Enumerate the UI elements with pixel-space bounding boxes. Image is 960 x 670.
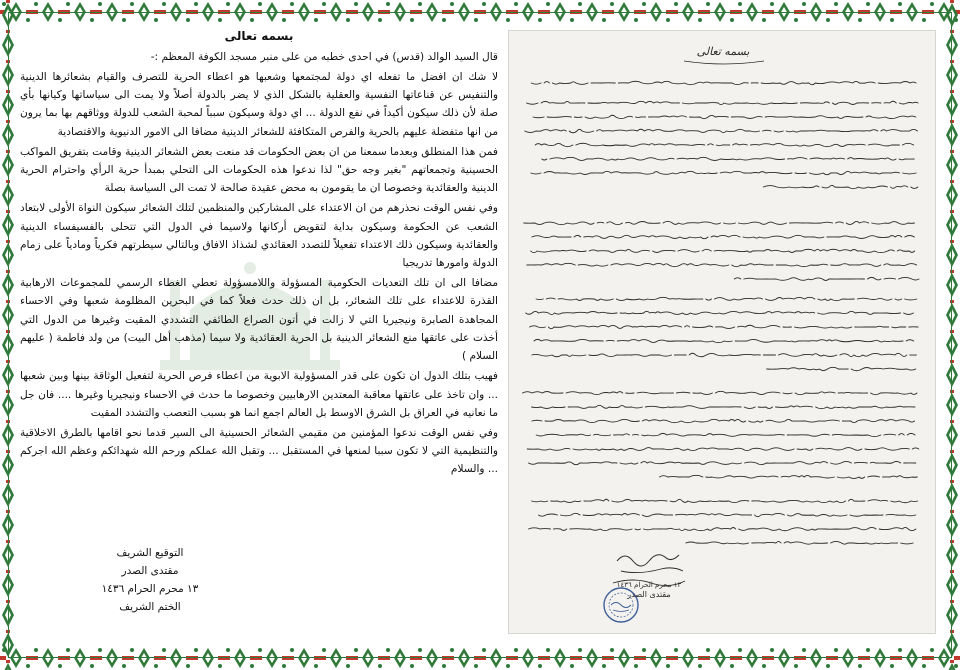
handwritten-line — [529, 419, 915, 422]
paragraph-2: فمن هذا المنطلق وبعدما سمعنا من ان بعض الحكومات قد منعت بعض الشعائر الدينية وقامت بتفريق المواكب الحسينية وتجمعاتهم "بغير وجه حق" لذا ندعوا هذه الحكومات الى التحلي بمبدأ حرية الرأي واحترام الحرية الدينية والعقائدية وخصوصا ان ما يقومون به محض عقيدة صالحة لا تمت الى السياسة بصلة — [20, 145, 498, 195]
handwritten-line — [525, 129, 918, 133]
handwritten-line — [539, 157, 914, 160]
paragraph-1: لا شك ان افضل ما تفعله اي دولة لمجتمعها وشعبها هو اعطاء الحرية للتصرف والقيام بشعائرها الدينية والتنفيس عن قناعاتها النفسية والعقلية بالشكل الذي لا يضر بالدولة أصلاً ولا يمت الى سياساتها وكيانها بأي صلة لأن ذلك سيكون أكيداً في نفع الدولة ... اي دولة وسيكون سبباً لمحبة الشعب للدولة ووثاقهم بها بما يرون من انها متفضلة عليهم بالحرية والفرص المتكافئة للشعائر الدينية مضافا الى الامور الدنيوية والاقتصادية — [20, 70, 498, 138]
handwritten-line — [767, 367, 916, 370]
handwritten-line — [532, 499, 918, 503]
decorative-border-left — [0, 0, 16, 670]
scanned-handwritten-letter — [508, 30, 936, 634]
border-pattern-left — [0, 0, 16, 670]
decorative-border-right — [944, 0, 960, 670]
signature-block — [80, 544, 220, 616]
handwritten-line — [532, 405, 916, 408]
decorative-border-bottom — [0, 646, 960, 670]
handwritten-line — [536, 297, 917, 300]
handwritten-line — [531, 171, 916, 174]
handwritten-line — [532, 353, 917, 357]
handwriting-scan-image — [509, 31, 937, 635]
paragraph-3: وفي نفس الوقت نحذرهم من ان الاعتداء على المشاركين والمنظمين لتلك الشعائر سيكون النواة الأولى لابتعاد الشعب عن الحكومة وسيكون بداية لتقويض أركانها ولاسيما في الدول التي تتحلى بالفسيفساء الدينية والعقائدية وسيكون ذلك الاعتداء تفعيلاً للتصدد العقائدي لشذاذ الافاق وبالتالي سيطرتهم فكرياً ومادياً على زمام الدولة وامورها تدريجيا — [20, 202, 498, 270]
seal-label: الختم الشريف — [119, 601, 181, 614]
handwritten-line — [523, 391, 917, 394]
signature-name: مقتدى الصدر — [121, 565, 179, 578]
handwritten-line — [524, 221, 915, 224]
paragraph-6: وفي نفس الوقت ندعوا المؤمنين من مقيمي الشعائر الحسينية الى السير قدما نحو اقامها بالطرق الاخلاقية والتنظيمية التي لا تكون سببا لمنعها في المستقبل ... وتقبل الله عملكم ورحم الله شهدائكم وعظم الله اجركم ... والسلام — [20, 427, 498, 476]
handwritten-line — [656, 475, 917, 478]
handwritten-line — [524, 101, 919, 104]
handwritten-line — [683, 541, 913, 544]
handwritten-line — [535, 143, 914, 146]
paragraph-5: فهيب بتلك الدول ان تكون على قدر المسؤولية الابوية من اعطاء فرص الحرية لتفعيل الوثاقة بينها وبين شعبها ... وان تاخذ على عاتقها معاقبة المعتدين الارهابيين وخصوصا ما حدث في الاحساء ونيجيريا وغيرها .... فان جل ما نعانيه في العراق بل الشرق الاوسط بل العالم اجمع انما هو بسبب التعصب والتشدد المقيت — [20, 370, 498, 419]
paragraph-4: مضافا الى ان تلك التعديات الحكومية المسؤولة واللامسؤولة تعطي الغطاء الرسمي للمجموعات الارهابية القذرة للاعتداء على تلك الشعائر، بل ان ذلك حدث فعلاً كما في البحرين المظلومة شعبها وفي الاحساء المجاهدة الصابرة ونيجيريا التي لا زالت في أتون الصراع الطائفي التشددي المقيت وغيرها من الدول التي أخذت على عاتقها منع الشعائر الدينية بل الحرية العقائدية ولا سيما (مذهب أهل البيت) من ولد فاطمة ( عليهم السلام ) — [20, 277, 498, 363]
handwritten-line — [527, 448, 919, 451]
signature-label: التوقيع الشريف — [116, 547, 184, 559]
border-pattern-right — [944, 0, 960, 670]
handwritten-line — [530, 115, 916, 118]
document-heading: بسمه تعالى — [224, 29, 294, 43]
handwritten-line — [527, 263, 917, 266]
signature-date: ١٣ محرم الحرام ١٤٣٦ — [101, 583, 199, 596]
handwritten-line — [539, 513, 916, 516]
handwritten-line — [531, 81, 916, 84]
handwritten-line — [526, 311, 914, 314]
handwritten-line — [763, 185, 918, 188]
handwritten-line — [531, 339, 914, 342]
handwritten-line — [734, 277, 919, 280]
border-pattern-bottom — [0, 646, 960, 670]
scan-signature-name: مقتدى الصدر — [627, 590, 671, 599]
handwritten-line — [532, 235, 915, 238]
paragraph-intro: قال السيد الوالد (قدس) في احدى خطبه من على منبر مسجد الكوفة المعظم :- — [150, 50, 498, 63]
scan-heading: بسمه تعالى — [696, 45, 750, 58]
handwritten-line — [531, 249, 915, 252]
decorative-border-top — [0, 0, 960, 24]
handwritten-line — [536, 433, 915, 436]
handwritten-line — [528, 527, 915, 530]
scan-signature-date: ١٣ محرم الحرام ١٤٣٦ — [616, 581, 682, 589]
handwritten-line — [527, 325, 918, 328]
border-pattern-top — [0, 0, 960, 24]
handwritten-line — [529, 461, 916, 464]
